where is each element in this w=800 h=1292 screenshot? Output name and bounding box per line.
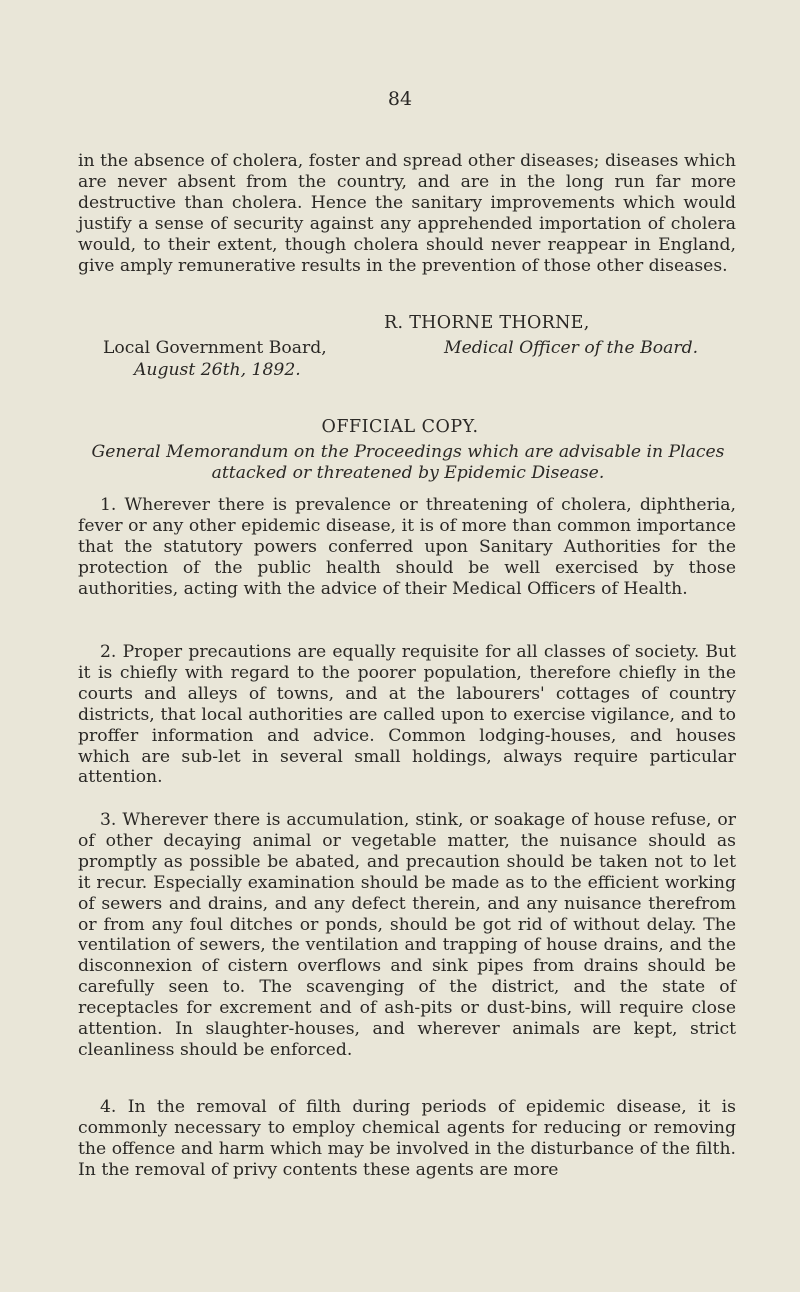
continuation-paragraph: in the absence of cholera, foster and spread other diseases; diseases which are never absent from the country, and are in the long run far more destructive than cholera. Hence the sanitary improvements which would justify a sense of security against any apprehended importation of cholera would, to their extent, though cholera should never reappear in England, give amply remunerative results in the prevention of those other diseases. — [78, 151, 736, 276]
signature-date: August 26th, 1892. — [134, 360, 301, 380]
page-number: 84 — [387, 88, 413, 110]
official-copy-heading: OFFICIAL COPY. — [321, 417, 479, 437]
memorandum-paragraph-1: 1. Wherever there is prevalence or threatening of cholera, diphtheria, fever or any other epidemic disease, it is of more than common importance that the statutory powers conferred upon Sanitary Authorities for the protection of the public health should be well exercised by those authorities, acting with the advice of their Medical Officers of Health. — [78, 495, 736, 599]
signature-title: Medical Officer of the Board. — [444, 338, 699, 358]
memorandum-title: General Memorandum on the Proceedings which are advisable in Places attacked or threatened by Epidemic Disease. — [91, 442, 725, 483]
memorandum-paragraph-2: 2. Proper precautions are equally requisite for all classes of society. But it is chiefly with regard to the poorer population, therefore chiefly in the courts and alleys of towns, and at the labourers' cottages of country districts, that local authorities are called upon to exercise vigilance, and to proffer information and advice. Common lodging-houses, and houses which are sub-let in several small holdings, always require particular attention. — [78, 642, 736, 788]
memorandum-paragraph-3: 3. Wherever there is accumulation, stink, or soakage of house refuse, or of other decaying animal or vegetable matter, the nuisance should as promptly as possible be abated, and precaution should be taken not to let it recur. Especially examination should be made as to the efficient working of sewers and drains, and any defect therein, and any nuisance therefrom or from any foul ditches or ponds, should be got rid of without delay. The ventilation of sewers, the ventilation and trapping of house drains, and the disconnexion of cistern overflows and sink pipes from drains should be carefully seen to. The scavenging of the district, and the state of receptacles for excrement and of ash-pits or dust-bins, will require close attention. In slaughter-houses, and wherever animals are kept, strict cleanliness should be enforced. — [78, 810, 736, 1060]
signature-name: R. THORNE THORNE, — [384, 313, 590, 333]
signature-organization: Local Government Board, — [103, 338, 327, 358]
memorandum-paragraph-4: 4. In the removal of filth during periods of epidemic disease, it is commonly necessary to employ chemical agents for reducing or removing the offence and harm which may be involved in the disturbance of the filth. In the removal of privy contents these agents are more — [78, 1097, 736, 1180]
